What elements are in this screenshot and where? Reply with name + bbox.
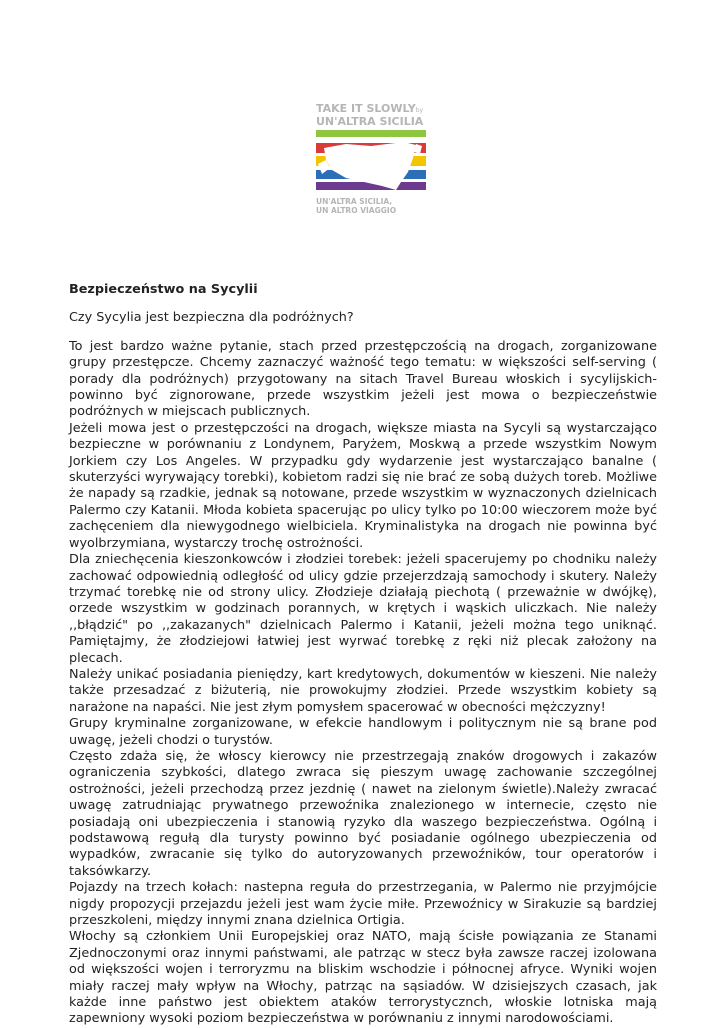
document-body [69,282,657,1028]
document-question: Czy Sycylia jest bezpieczna dla podróżnych? [69,310,354,326]
logo-title-line1: TAKE IT SLOWLYby [316,102,424,115]
logo-subtitle-line1: UN'ALTRA SICILIA, [316,197,393,206]
logo-subtitle [316,197,396,215]
logo-title-by: by [415,107,424,114]
paragraph: Należy unikać posiadania pieniędzy, kart kredytowych, dokumentów w kieszeni. Nie należy także przesadzać z biżuterią, nie prowokujmy złodziei. Przede wszystkim kobiety są narażone na napaści. Nie jest złym pomysłem spacerować w obecności mężczyzny! [69,666,657,715]
paragraph: Grupy kryminalne zorganizowane, w efekcie handlowym i politycznym nie są brane pod uwagę, jeżeli chodzi o turystów. [69,716,657,748]
sicily-stripes-logo-art [316,130,426,196]
logo-stripe-green [316,130,426,137]
paragraph: Włochy są członkiem Unii Europejskiej oraz NATO, mają ścisłe powiązania ze Stanami Zjednoczonymi oraz innymi państwami, ale patrząc w stecz była zawsze raczej izolowana od większości wojen i terroryzmu na bliskim wschodzie i północnej afryce. Wyniki wojen miały raczej mały wpływ na Włochy, patrząc na sąsiadów. W dzisiejszych czasach, jak każde inne państwo jest obiektem ataków terrorystycznch, włoskie lotniska mają zapewniony wysoki poziom bezpieczeństwa w porównaniu z innymi narodowościami. [69,929,657,1027]
logo [316,103,426,218]
paragraph: Jeżeli mowa jest o przestępczości na drogach, większe miasta na Sycyli są wystarczająco bezpieczne w porównaniu z Londynem, Paryżem, Moskwą a przede wszystkim Nowym Jorkiem czy Los Angeles. W przypadku gdy wydarzenie jest wystarczająco banalne ( skuterzyści wyrywający torebki), kobietom radzi się nie brać ze sobą dużych toreb. Możliwe że napady są rzadkie, jednak są notowane, przede wszystkim w wyznaczonych dzielnicach Palermo czy Katanii. Młoda kobieta spacerując po ulicy tylko po 10:00 wieczorem może być zachęceniem dla niewygodnego wielbiciela. Kryminalistyka na drogach nie powinna być wyolbrzymiana, wystarczy trochę ostrożności. [69,420,657,551]
logo-title [316,103,426,127]
document-heading: Bezpieczeństwo na Sycylii [69,282,258,297]
paragraph: Pojazdy na trzech kołach: nastepna reguła do przestrzegania, w Palermo nie przyjmójcie nigdy propozycji przejazdu jeżeli jest wam życie miłe. Przewoźnicy w Sirakuzie są bardziej przeszkoleni, między innymi znana dzielnica Ortigia. [69,880,657,929]
paragraph: Dla zniechęcenia kieszonkowców i złodziei torebek: jeżeli spacerujemy po chodniku należy zachować odpowiednią odległość od ulicy gdzie przejerzdzają samochody i skutery. Należy trzymać torebkę nie od strony ulicy. Złodzieje działają piechotą ( przeważnie w dwójkę), orzede wszystkim w godzinach porannych, w krętych i wąskich uliczkach. Nie należy ,,błądzić" po ,,zakazanych" dzielnicach Palermo i Katanii, jeżeli można tego uniknąć. Pamiętajmy, że złodziejowi łatwiej jest wyrwać torebkę z ręki niż plecak założony na plecach. [69,552,657,666]
logo-title-line2: UN'ALTRA SICILIA [316,115,424,128]
logo-subtitle-line2: UN ALTRO VIAGGIO [316,206,397,215]
paragraph: To jest bardzo ważne pytanie, stach przed przestępczością na drogach, zorganizowane grupy przestępcze. Chcemy zaznaczyć ważność tego tematu: w większości self-serving ( porady dla podróżnych) przygotowany na sitach Travel Bureau włoskich i sycylijskich- powinno być zignorowane, przede wszystkim jeżeli jest mowa o bezpieczeństwie podróżnych w miejscach publicznych. [69,338,657,420]
paragraph: Często zdaża się, że włoscy kierowcy nie przestrzegają znaków drogowych i zakazów ograniczenia szybkości, dlatego zwraca się pieszym uwagę zachowanie szczególnej ostrożności, jeżeli przechodzą przez jezdnię ( nawet na zielonym świetle).Należy zwracać uwagę zatrudniając prywatnego przewoźnika znalezionego w internecie, często nie posiadają oni ubezpieczenia i stanowią ryzyko dla waszego bezpieczeństwa. Ogólną i podstawową regułą dla turysty powinno być posiadanie ogólnego ubezpieczenia od wypadków, zwracanie się tylko do autoryzowanych przewoźników, tour operatorów i taksówkarzy. [69,748,657,879]
